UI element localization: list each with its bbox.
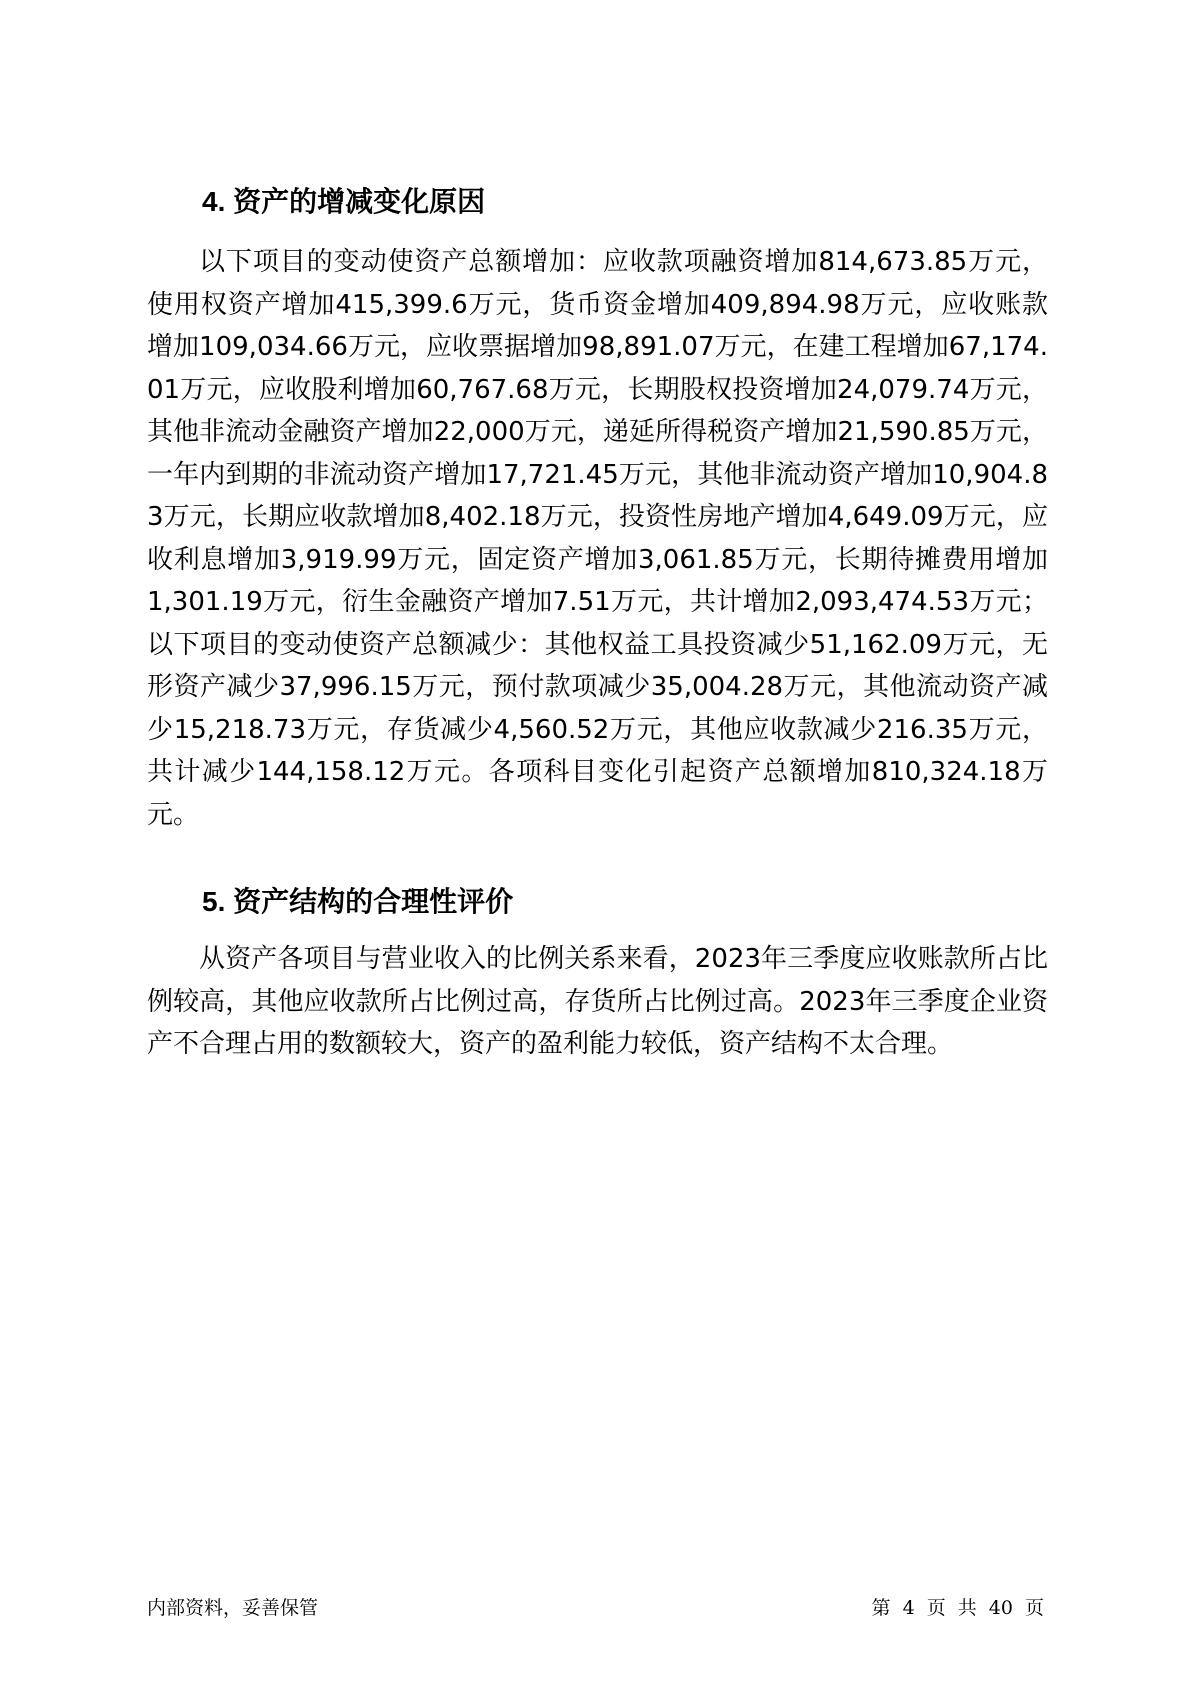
footer-confidential-note: 内部资料，妥善保管	[147, 1597, 319, 1619]
footer-page-number: 第 4 页 共 40 页	[871, 1597, 1044, 1619]
section-5-heading: 5. 资产结构的合理性评价	[202, 886, 514, 917]
section-4-heading: 4. 资产的增减变化原因	[202, 186, 486, 217]
section-4-paragraph: 以下项目的变动使资产总额增加：应收款项融资增加814,673.85万元，使用权资产增加415,399.6万元，货币资金增加409,894.98万元，应收账款增加109,034.66万元，应收票据增加98,891.07万元，在建工程增加67,174.01万元，应收股利增加60,767.68万元，长期股权投资增加24,079.74万元，其他非流动金融资产增加22,000万元，递延所得税资产增加21,590.85万元，一年内到期的非流动资产增加17,721.45万元，其他非流动资产增加10,904.83万元，长期应收款增加8,402.18万元，投资性房地产增加4,649.09万元，应收利息增加3,919.99万元，固定资产增加3,061.85万元，长期待摊费用增加1,301.19万元，衍生金融资产增加7.51万元，共计增加2,093,474.53万元；以下项目的变动使资产总额减少：其他权益工具投资减少51,162.09万元，无形资产减少37,996.15万元，预付款项减少35,004.28万元，其他流动资产减少15,218.73万元，存货减少4,560.52万元，其他应收款减少216.35万元，共计减少144,158.12万元。各项科目变化引起资产总额增加810,324.18万元。	[147, 247, 1048, 830]
section-5-paragraph: 从资产各项目与营业收入的比例关系来看，2023年三季度应收账款所占比例较高，其他应收款所占比例过高，存货所占比例过高。2023年三季度企业资产不合理占用的数额较大，资产的盈利能力较低，资产结构不太合理。	[147, 944, 1048, 1059]
